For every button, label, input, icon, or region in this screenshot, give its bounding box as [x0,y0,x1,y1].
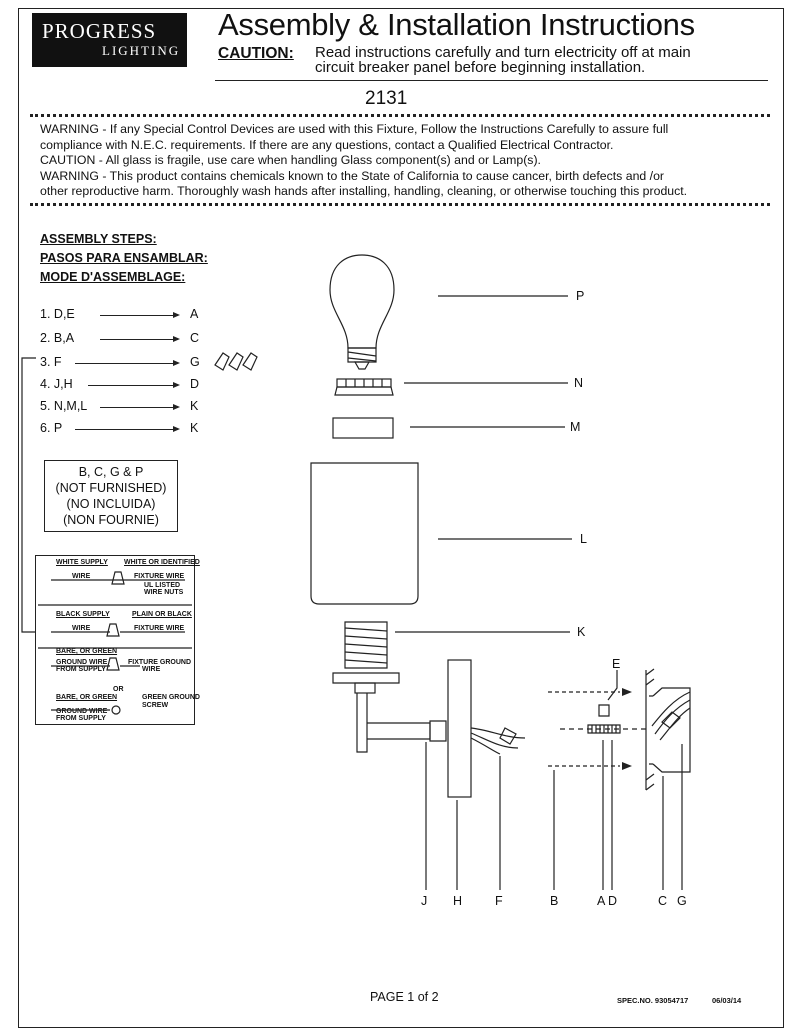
not-furnished-fr: (NON FOURNIE) [63,513,159,527]
wire-label: FIXTURE WIRE [134,625,185,632]
warning-line: WARNING - This product contains chemicals known to the State of California to cause cancer, birth defects and /or [40,168,665,183]
spec-number: SPEC.NO. 93054717 [617,996,689,1005]
warning-line: CAUTION - All glass is fragile, use care when handling Glass component(s) and or Lamp(s). [40,153,541,167]
logo-line-1: PROGRESS [42,19,157,43]
step-target: A [190,307,199,321]
step-number: 5. [40,399,51,413]
callout-h: H [453,894,463,908]
step-parts: J,H [53,377,73,391]
wire-nuts-icon [215,353,257,370]
caution-line-2: circuit breaker panel before beginning installation. [315,59,646,76]
wire-label: GROUND WIRE [56,708,108,715]
assembly-heading-es: PASOS PARA ENSAMBLAR: [40,251,208,265]
wire-label: SCREW [142,702,169,709]
wire-label: OR [113,686,124,693]
wire-label: WIRE [72,625,91,632]
wire-label: FIXTURE GROUND [128,659,191,666]
nut-m [333,418,393,438]
light-bulb-p [330,255,394,369]
caution-label: CAUTION: [218,45,294,62]
wire-nut-icon [107,624,119,636]
step-parts: P [53,421,63,435]
wire-label: FIXTURE WIRE [134,573,185,580]
callout-c: C [658,894,668,908]
wire-label: GROUND WIRE [56,659,108,666]
wire-label: WHITE SUPPLY [56,559,108,566]
step-target: K [190,421,199,435]
wire-label: FROM SUPPLY [56,715,106,722]
step-number: 2. [40,331,51,345]
callout-f: F [495,894,503,908]
step-target: D [190,377,200,391]
callout-p: P [576,289,585,303]
page-title: Assembly & Installation Instructions [218,7,695,42]
ground-screw-e [599,705,609,716]
not-furnished-es: (NO INCLUIDA) [66,497,156,511]
fixture-arm-j [357,693,367,752]
callout-j: J [421,894,428,908]
wire-label: WIRE [142,666,161,673]
wire-nut-icon [112,572,124,584]
callout-l: L [580,532,587,546]
ground-screw-icon [112,706,120,714]
callout-g: G [677,894,687,908]
wire-label: PLAIN OR BLACK [132,611,192,618]
assembly-heading-en: ASSEMBLY STEPS: [40,232,157,246]
document-date: 06/03/14 [712,996,742,1005]
callout-a: A [597,894,606,908]
wire-label: BARE, OR GREEN [56,694,118,701]
wire-label: GREEN GROUND [142,694,200,701]
step-target: K [190,399,199,413]
callout-n: N [574,376,584,390]
callout-k: K [577,625,586,639]
step-target: G [190,355,200,369]
glass-shade-l [311,463,418,604]
model-number: 2131 [365,88,408,109]
step-number: 4. [40,377,51,391]
wire-label: BARE, OR GREEN [56,648,118,655]
step-parts: N,M,L [53,399,88,413]
callout-b: B [550,894,559,908]
callout-d: D [608,894,618,908]
step-number: 1. [40,307,51,321]
caution-line-1: Read instructions carefully and turn electricity off at main [315,44,691,61]
not-furnished-parts: B, C, G & P [78,465,144,479]
step-parts: D,E [53,307,75,321]
step3-bracket-line [22,358,36,632]
warning-line: compliance with N.E.C. requirements. If there are any questions, contact a Qualified Electrical Contractor. [40,137,614,152]
wiring-diagram-lines [38,572,192,714]
wire-nut-icon [107,658,119,670]
socket-k [333,622,399,693]
callout-e: E [612,657,621,671]
step-parts: B,A [53,331,75,345]
wire-label: UL LISTED [144,582,181,589]
wire-label: WHITE OR IDENTIFIED [124,559,200,566]
step-number: 3. [40,355,51,369]
wire-label: FROM SUPPLY [56,666,106,673]
warning-line: other reproductive harm. Thoroughly wash hands after installing, handling, cleaning, or otherwise touching this product. [40,184,688,198]
not-furnished-en: (NOT FURNISHED) [55,481,167,495]
wire-label: WIRE [72,573,91,580]
wire-label: BLACK SUPPLY [56,611,110,618]
wire-label: WIRE NUTS [144,589,184,596]
step-parts: F [53,355,62,369]
step-number: 6. [40,421,51,435]
assembly-heading-fr: MODE D'ASSEMBLAGE: [40,270,186,284]
page-number: PAGE 1 of 2 [370,990,439,1004]
warning-line: WARNING - If any Special Control Devices are used with this Fixture, Follow the Instructions Carefully to assure full [40,122,669,136]
logo-line-2: LIGHTING [102,43,181,58]
callout-m: M [570,420,581,434]
backplate-h [448,660,471,797]
socket-ring-n [335,379,393,395]
step-target: C [190,331,200,345]
